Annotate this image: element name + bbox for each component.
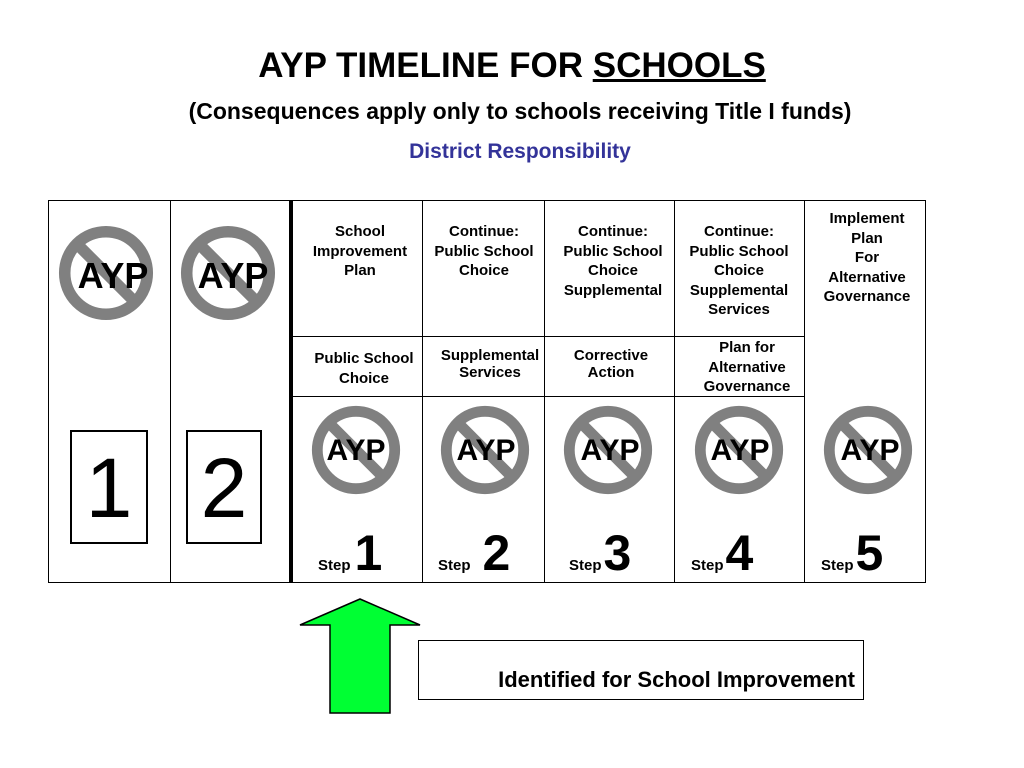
step-4-label: Step4 bbox=[691, 525, 754, 581]
year-1-box: 1 bbox=[70, 430, 148, 544]
page-title: AYP TIMELINE FOR SCHOOLS bbox=[258, 46, 766, 85]
ayp-label: AYP bbox=[840, 434, 900, 467]
ayp-label: AYP bbox=[580, 434, 640, 467]
ayp-label: AYP bbox=[326, 434, 386, 467]
step-4-mid-text: Plan for Alternative Governance bbox=[703, 339, 791, 395]
ayp-label: AYP bbox=[710, 434, 770, 467]
step-2-label: Step 2 bbox=[438, 525, 511, 581]
step-1-label: Step1 bbox=[318, 525, 383, 581]
year-2-box: 2 bbox=[186, 430, 262, 544]
subtitle: (Consequences apply only to schools receiving Title I funds) bbox=[188, 98, 852, 124]
step-4-top-text: Continue: Public School Choice Supplemental Services bbox=[689, 223, 789, 318]
divider-thick bbox=[289, 200, 293, 583]
step-5-label: Step5 bbox=[821, 525, 884, 581]
step-1-mid-text: Public School Choice bbox=[314, 350, 414, 387]
ayp-label: AYP bbox=[197, 255, 269, 296]
divider bbox=[170, 200, 171, 583]
ayp-label: AYP bbox=[456, 434, 516, 467]
step-1-top-text: School Improvement Plan bbox=[312, 223, 408, 279]
row-divider bbox=[293, 336, 804, 337]
step-2-mid-text: Supplemental Services bbox=[440, 347, 540, 381]
divider bbox=[544, 200, 545, 583]
ayp-label: AYP bbox=[77, 255, 149, 296]
step-3-mid-text: Corrective Action bbox=[573, 347, 649, 381]
step-3-top-text: Continue: Public School Choice Supplemental bbox=[563, 223, 663, 299]
step-2-top-text: Continue: Public School Choice bbox=[434, 223, 534, 279]
arrow-up-icon bbox=[298, 597, 422, 720]
district-responsibility-label: District Responsibility bbox=[409, 140, 631, 163]
identified-label: Identified for School Improvement bbox=[418, 640, 864, 700]
step-3-label: Step3 bbox=[569, 525, 632, 581]
step-5-top-text: Implement Plan For Alternative Governance bbox=[823, 210, 911, 305]
